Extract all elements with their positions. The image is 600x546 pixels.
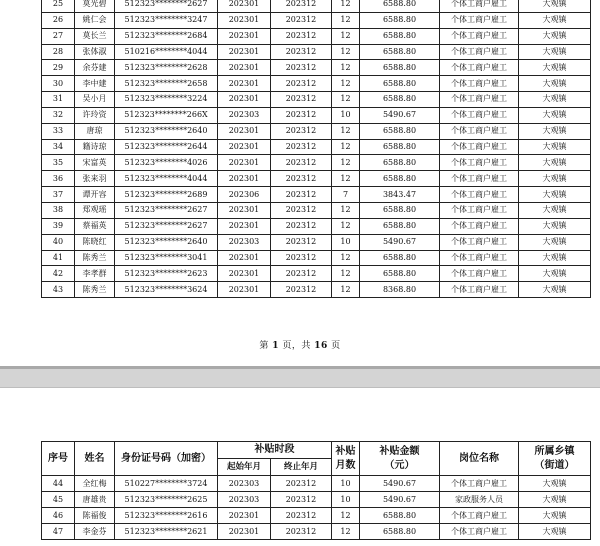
cell-post: 个体工商户雇工 [440,28,519,44]
cell-post: 个体工商户雇工 [440,155,519,171]
cell-town: 大观镇 [519,282,591,298]
cell-start: 202301 [218,218,271,234]
cell-id: 510227********3724 [115,476,218,492]
cell-seq: 40 [42,234,75,250]
table-row [42,12,591,28]
cell-town: 大观镇 [519,139,591,155]
cell-post: 个体工商户雇工 [440,266,519,282]
table-row [42,202,591,218]
cell-post: 个体工商户雇工 [440,250,519,266]
cell-end: 202312 [271,76,332,92]
table-row [42,234,591,250]
cell-seq: 44 [42,476,75,492]
table-row [42,492,591,508]
cell-post: 个体工商户雇工 [440,508,519,524]
cell-post: 个体工商户雇工 [440,76,519,92]
table-row [42,76,591,92]
cell-town: 大观镇 [519,28,591,44]
header-id: 身份证号码（加密） [115,442,218,476]
cell-months: 12 [332,282,360,298]
cell-months: 12 [332,0,360,12]
cell-end: 202312 [271,492,332,508]
cell-seq: 43 [42,282,75,298]
cell-start: 202301 [218,28,271,44]
cell-end: 202312 [271,107,332,123]
cell-town: 大观镇 [519,12,591,28]
cell-name: 蔡福英 [75,218,115,234]
table-row [42,28,591,44]
cell-town: 大观镇 [519,76,591,92]
cell-amount: 6588.80 [360,0,440,12]
cell-start: 202301 [218,155,271,171]
cell-id: 512323********3624 [115,282,218,298]
cell-start: 202301 [218,508,271,524]
cell-amount: 6588.80 [360,28,440,44]
cell-id: 512323********2689 [115,187,218,203]
cell-id: 512323********3224 [115,92,218,108]
cell-months: 12 [332,12,360,28]
cell-start: 202301 [218,139,271,155]
cell-amount: 6588.80 [360,76,440,92]
cell-town: 大观镇 [519,202,591,218]
cell-amount: 5490.67 [360,476,440,492]
table-row [42,155,591,171]
cell-start: 202301 [218,202,271,218]
cell-seq: 41 [42,250,75,266]
cell-name: 宋富英 [75,155,115,171]
cell-post: 个体工商户雇工 [440,282,519,298]
cell-town: 大观镇 [519,524,591,540]
header-months: 补贴月数 [332,442,360,476]
cell-end: 202312 [271,234,332,250]
cell-end: 202312 [271,218,332,234]
cell-id: 512323********2627 [115,202,218,218]
table-row [42,139,591,155]
cell-name: 陈福俊 [75,508,115,524]
cell-amount: 6588.80 [360,266,440,282]
cell-amount: 6588.80 [360,123,440,139]
cell-months: 10 [332,107,360,123]
cell-start: 202301 [218,44,271,60]
cell-town: 大观镇 [519,250,591,266]
cell-months: 12 [332,76,360,92]
cell-name: 莫光碧 [75,0,115,12]
cell-name: 陈秀兰 [75,282,115,298]
cell-seq: 31 [42,92,75,108]
subsidy-table-page-2 [41,441,591,540]
cell-post: 家政服务人员 [440,492,519,508]
cell-town: 大观镇 [519,476,591,492]
cell-post: 个体工商户雇工 [440,123,519,139]
cell-amount: 6588.80 [360,524,440,540]
table-row [42,123,591,139]
cell-start: 202303 [218,476,271,492]
table-row [42,250,591,266]
cell-name: 郑观瑶 [75,202,115,218]
cell-months: 12 [332,28,360,44]
cell-months: 12 [332,202,360,218]
cell-name: 李孝群 [75,266,115,282]
cell-id: 512323********2644 [115,139,218,155]
cell-months: 12 [332,44,360,60]
cell-name: 张来羽 [75,171,115,187]
cell-start: 202303 [218,492,271,508]
cell-start: 202301 [218,92,271,108]
cell-id: 512323********2640 [115,234,218,250]
cell-end: 202312 [271,12,332,28]
header-amount: 补贴金额（元） [360,442,440,476]
cell-id: 512323********266X [115,107,218,123]
cell-start: 202303 [218,234,271,250]
cell-name: 吴小月 [75,92,115,108]
cell-town: 大观镇 [519,492,591,508]
cell-post: 个体工商户雇工 [440,92,519,108]
cell-name: 陈晓红 [75,234,115,250]
cell-seq: 34 [42,139,75,155]
cell-amount: 6588.80 [360,12,440,28]
cell-months: 12 [332,123,360,139]
cell-start: 202301 [218,250,271,266]
table-row [42,218,591,234]
cell-post: 个体工商户雇工 [440,107,519,123]
table-row [42,107,591,123]
cell-town: 大观镇 [519,123,591,139]
cell-seq: 32 [42,107,75,123]
cell-start: 202301 [218,12,271,28]
cell-town: 大观镇 [519,266,591,282]
cell-id: 512323********2658 [115,76,218,92]
header-end: 终止年月 [271,459,332,476]
cell-amount: 6588.80 [360,202,440,218]
cell-months: 12 [332,155,360,171]
cell-post: 个体工商户雇工 [440,44,519,60]
page-separator [0,366,600,388]
cell-name: 籍诗琼 [75,139,115,155]
cell-id: 512323********2621 [115,524,218,540]
cell-end: 202312 [271,282,332,298]
cell-name: 李中建 [75,76,115,92]
cell-amount: 6588.80 [360,508,440,524]
cell-seq: 27 [42,28,75,44]
table-row [42,0,591,12]
cell-id: 512323********2623 [115,266,218,282]
cell-end: 202312 [271,171,332,187]
cell-months: 12 [332,508,360,524]
cell-town: 大观镇 [519,60,591,76]
cell-months: 12 [332,139,360,155]
header-start: 起始年月 [218,459,271,476]
cell-amount: 6588.80 [360,60,440,76]
cell-id: 512323********2640 [115,123,218,139]
cell-end: 202312 [271,476,332,492]
cell-months: 10 [332,492,360,508]
cell-months: 10 [332,234,360,250]
table-row [42,282,591,298]
cell-months: 7 [332,187,360,203]
cell-start: 202301 [218,524,271,540]
cell-seq: 37 [42,187,75,203]
table-row [42,92,591,108]
cell-start: 202301 [218,282,271,298]
cell-town: 大观镇 [519,218,591,234]
cell-name: 全红梅 [75,476,115,492]
cell-seq: 38 [42,202,75,218]
table-row [42,171,591,187]
cell-id: 512323********4026 [115,155,218,171]
cell-name: 唐雄贵 [75,492,115,508]
cell-end: 202312 [271,0,332,12]
cell-end: 202312 [271,139,332,155]
cell-amount: 5490.67 [360,492,440,508]
cell-id: 512323********2616 [115,508,218,524]
table-row [42,508,591,524]
cell-months: 12 [332,266,360,282]
cell-name: 张体淑 [75,44,115,60]
cell-town: 大观镇 [519,92,591,108]
cell-seq: 45 [42,492,75,508]
cell-end: 202312 [271,44,332,60]
cell-end: 202312 [271,123,332,139]
cell-months: 12 [332,60,360,76]
cell-months: 12 [332,92,360,108]
cell-id: 512323********2684 [115,28,218,44]
subsidy-table-page-1 [41,0,591,298]
cell-seq: 28 [42,44,75,60]
table-row [42,266,591,282]
cell-seq: 29 [42,60,75,76]
cell-amount: 6588.80 [360,250,440,266]
cell-start: 202301 [218,266,271,282]
header-town: 所属乡镇（街道） [519,442,591,476]
cell-start: 202301 [218,60,271,76]
cell-seq: 39 [42,218,75,234]
cell-town: 大观镇 [519,187,591,203]
table-row [42,476,591,492]
cell-amount: 3843.47 [360,187,440,203]
cell-seq: 30 [42,76,75,92]
cell-id: 512323********3247 [115,12,218,28]
cell-start: 202301 [218,76,271,92]
cell-id: 512323********4044 [115,171,218,187]
cell-name: 许玲资 [75,107,115,123]
header-name: 姓名 [75,442,115,476]
table-row [42,524,591,540]
cell-post: 个体工商户雇工 [440,218,519,234]
cell-amount: 6588.80 [360,155,440,171]
cell-post: 个体工商户雇工 [440,524,519,540]
cell-post: 个体工商户雇工 [440,139,519,155]
cell-name: 莫长兰 [75,28,115,44]
cell-amount: 6588.80 [360,218,440,234]
cell-months: 12 [332,218,360,234]
cell-town: 大观镇 [519,107,591,123]
cell-months: 12 [332,171,360,187]
cell-end: 202312 [271,266,332,282]
table-row [42,60,591,76]
cell-town: 大观镇 [519,508,591,524]
cell-id: 510216********4044 [115,44,218,60]
cell-post: 个体工商户雇工 [440,171,519,187]
header-seq: 序号 [42,442,75,476]
cell-post: 个体工商户雇工 [440,202,519,218]
cell-amount: 6588.80 [360,92,440,108]
cell-name: 谭开容 [75,187,115,203]
cell-name: 余芬建 [75,60,115,76]
cell-post: 个体工商户雇工 [440,187,519,203]
cell-start: 202306 [218,187,271,203]
cell-months: 12 [332,250,360,266]
cell-end: 202312 [271,155,332,171]
cell-months: 12 [332,524,360,540]
cell-seq: 33 [42,123,75,139]
cell-start: 202301 [218,0,271,12]
cell-seq: 26 [42,12,75,28]
cell-end: 202312 [271,187,332,203]
cell-end: 202312 [271,250,332,266]
cell-id: 512323********2627 [115,0,218,12]
cell-town: 大观镇 [519,234,591,250]
cell-seq: 47 [42,524,75,540]
cell-name: 陈秀兰 [75,250,115,266]
cell-seq: 46 [42,508,75,524]
cell-amount: 6588.80 [360,44,440,60]
cell-start: 202301 [218,123,271,139]
cell-amount: 6588.80 [360,171,440,187]
cell-id: 512323********3041 [115,250,218,266]
cell-id: 512323********2625 [115,492,218,508]
page-footer: 第 1 页，共 16 页 [259,341,341,351]
cell-amount: 5490.67 [360,107,440,123]
cell-months: 10 [332,476,360,492]
cell-post: 个体工商户雇工 [440,0,519,12]
cell-end: 202312 [271,28,332,44]
cell-id: 512323********2628 [115,60,218,76]
cell-post: 个体工商户雇工 [440,60,519,76]
cell-start: 202301 [218,171,271,187]
header-post: 岗位名称 [440,442,519,476]
cell-town: 大观镇 [519,155,591,171]
cell-amount: 5490.67 [360,234,440,250]
cell-end: 202312 [271,202,332,218]
document-page-2 [0,388,600,546]
table-row [42,44,591,60]
cell-post: 个体工商户雇工 [440,234,519,250]
cell-end: 202312 [271,524,332,540]
cell-town: 大观镇 [519,0,591,12]
cell-seq: 25 [42,0,75,12]
cell-town: 大观镇 [519,171,591,187]
cell-start: 202303 [218,107,271,123]
cell-town: 大观镇 [519,44,591,60]
cell-seq: 36 [42,171,75,187]
cell-end: 202312 [271,508,332,524]
cell-end: 202312 [271,60,332,76]
cell-id: 512323********2627 [115,218,218,234]
cell-seq: 42 [42,266,75,282]
header-period: 补贴时段 [218,442,332,459]
cell-post: 个体工商户雇工 [440,12,519,28]
cell-name: 唐琼 [75,123,115,139]
cell-end: 202312 [271,92,332,108]
cell-seq: 35 [42,155,75,171]
cell-name: 李金芬 [75,524,115,540]
cell-name: 姚仁会 [75,12,115,28]
table-row [42,187,591,203]
cell-amount: 8368.80 [360,282,440,298]
cell-amount: 6588.80 [360,139,440,155]
cell-post: 个体工商户雇工 [440,476,519,492]
